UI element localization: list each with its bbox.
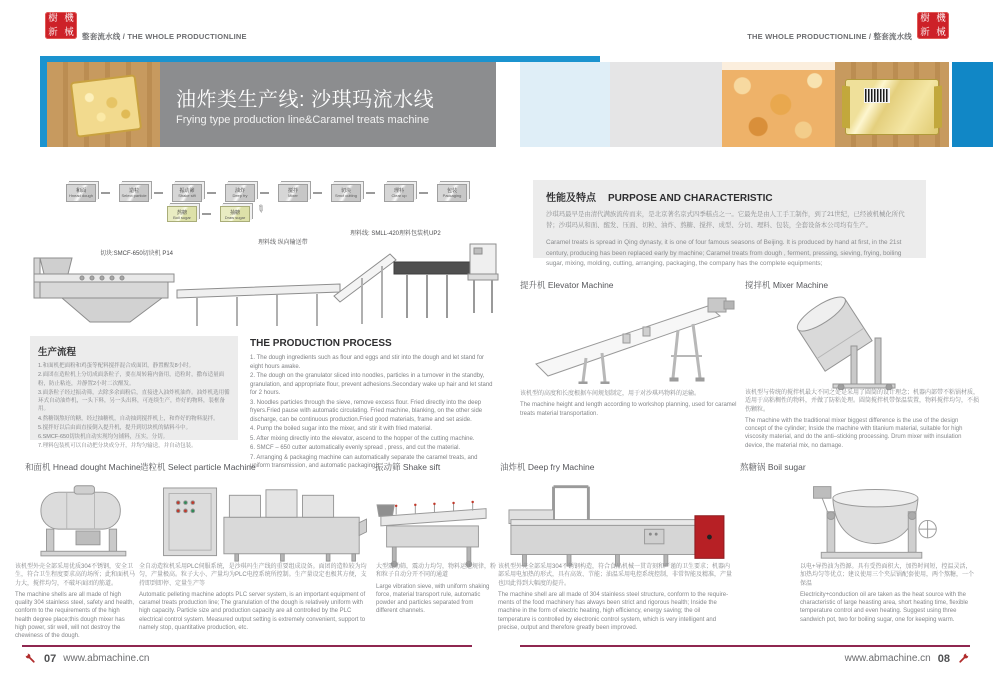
mixer-caption-cn: 该机型与传统的搅拌机最大不同之处是采用了圆筒的设计理念；机器内部带不粘锅材质，适用于高粘稠性的物料，并做了防粘处理。圆筒搅拌机带保温装置，物料搅拌均匀，不损伤颗粒。 [745, 390, 980, 413]
fry-machine-caption [498, 563, 732, 632]
flow-card-en: Packaging [442, 192, 462, 198]
page-subtitle: Frying type production line&Caramel treats machine [176, 114, 430, 126]
seal-char: 新 [920, 26, 930, 38]
flow-card-cn: 搅拌 [287, 187, 298, 194]
flow-dash [313, 192, 322, 194]
footer-rule-right [520, 645, 970, 647]
process-en-box [250, 338, 496, 472]
package-crimp-left [842, 85, 850, 128]
flow-card-cutting [331, 184, 361, 202]
process-cn-list [38, 362, 230, 451]
flow-card-en: Smcf cutting [334, 192, 357, 198]
production-line-diagram [22, 164, 500, 336]
process-en-item: 7. Arranging & packaging machine can automatically separate the caramel treats, and uniform transmission, and automatic packaging. [250, 454, 478, 470]
seal-char: 機 [936, 13, 946, 24]
seal-logo [45, 12, 77, 39]
sugar-caption-en: Electricity+conduction oil are taken as the heat source with the characteristic of large heasting area, short heating time, flexible temperature control and even heating. Suggest using three sandwich pot, two for boiling sugar, one for keeping warm. [800, 591, 969, 623]
seal-char: 新 [48, 26, 58, 38]
website-url-right: www.abmachine.cn [844, 653, 931, 664]
fry-machine-illustration [498, 477, 733, 569]
flow-dash [260, 192, 269, 194]
flow-dash [154, 192, 163, 194]
flow-card-select-particle [119, 184, 149, 202]
wrench-icon [24, 652, 37, 665]
flow-dash [419, 192, 428, 194]
purpose-body-en: Caramel treats is spread in Qing dynasty, it is one of four famous seasons of Beijing. It is produced by hand at first, in the 21st century, producing has been replaced early by machine; Caramel treats from dough , ferment, pressing, sieving, frying, boiling sugar, mixing, molding, cutting, arranging, packaging, the company has the complete equipments; [546, 239, 902, 267]
dough-caption-cn: 该机型外壳全部采用优质304不锈钢，安全卫生，符合卫生程度要求高的场所；此和面机马力大，搅拌均匀，不破坏面团的筋道。 [15, 564, 136, 587]
elevator-illustration [528, 292, 743, 384]
footer-rule-left [22, 645, 472, 647]
banner-title-block [160, 62, 496, 147]
dough-machine-label: 和面机 Hnead dought Machine [25, 462, 141, 472]
flow-dash [202, 213, 211, 215]
seal-char: 機 [64, 13, 74, 24]
banner-lightgray-block [610, 62, 722, 147]
package-crimp-right [934, 85, 942, 128]
flow-dash [207, 192, 216, 194]
sugar-machine-illustration [800, 473, 945, 565]
flow-card-cn: 切块 [340, 187, 351, 194]
fry-caption-en: The machine shell are all made of 304 stainless steel structure, conform to the require-ments of the food machinery has always been strict and rigorous health; Inside the machine in the form of electric heating, high efficiency, energy saving; the oil temperature is controlled by electronic control system, which is very intelligent and precise, output and therefore greatly been improved. [498, 591, 729, 631]
flow-card-hnead-dough [66, 184, 96, 202]
mixer-caption [745, 389, 979, 450]
page-number-left: 07 [44, 652, 57, 665]
elevator-caption [520, 390, 745, 418]
banner-left-stripe [40, 62, 47, 147]
header-right-text: THE WHOLE PRODUCTIONLINE / 整套流水线 [747, 32, 912, 41]
seal-char: 樹 [48, 13, 58, 24]
process-cn-item: 7.理料包装机可以自动把分块成分开，并均匀输送，并自动包装。 [38, 443, 197, 450]
flow-dash [366, 192, 375, 194]
fry-machine-label: 油炸机 Deep fry Machine [500, 462, 595, 472]
flow-card-en: Mixer [288, 192, 298, 198]
banner-photo-closeup [722, 62, 835, 147]
particle-caption-en: Automatic pelleting machine adopts PLC server system, is an important equipment of caramel treats production line; The granulation of the dough is relatively uniform with high capacity. Particle size and production capacity are all controlled by the PLC electrical control system. Measured output setting is extremely convenient, support to namely stop, quantitative production, etc. [139, 591, 366, 631]
process-en-item: 3. Noodles particles through the sieve, remove excess flour. Fried directly into the deep fryers.Fried pause with automatic circulating. Fried machine, blanking, on the other side discharge, can be continuous production.Fried good materials, frame and set aside. [250, 399, 483, 423]
flow-card-cn: 和面 [75, 187, 86, 194]
mixer-label: 搅拌机 Mixer Machine [745, 280, 829, 290]
pencil-icon: ✎ [253, 202, 267, 217]
flow-card-cn: 抽糖 [229, 209, 240, 216]
process-cn-item: 2.面团在造粒机上分切成面条粒子，要在周转箱内备用，造粒时，撒布适量面粉，防止粘连，并静置2小时二次醒发。 [38, 372, 225, 387]
flow-card-en: Draw sugar [224, 214, 246, 220]
page-title: 油炸类生产线: 沙琪玛流水线 [176, 89, 435, 111]
flow-card-packaging [437, 184, 467, 202]
process-en-item: 1. The dough ingredients such as flour and eggs and stir into the dough and let stand for eight hours awake. [250, 355, 485, 370]
sift-machine-label: 振动筛 Shake sift [375, 462, 441, 472]
sugar-machine-label: 熬糖锅 Boil sugar [740, 462, 806, 472]
flow-card-en: Select particle [121, 192, 147, 198]
elevator-label: 提升机 Elevator Machine [520, 280, 614, 290]
banner-blue-block [952, 62, 993, 147]
purpose-title-en: PURPOSE AND CHARACTERISTIC [608, 193, 773, 204]
process-en-item: 2. The dough on the granulator sliced into noodles, particles in a turnover in the standby, granulation, and appropriate flour, prevent adhesions.Secondary wake up hair and let stand for 2 hours. [250, 373, 493, 397]
flow-dash [101, 192, 110, 194]
process-cn-title: 生产流程 [38, 347, 77, 358]
seal-logo [917, 12, 949, 39]
seal-char: 械 [64, 26, 74, 38]
process-en-title: THE PRODUCTION PROCESS [250, 338, 392, 349]
process-cn-item: 3.面条粒子经过振动筛，去除多余面粉后，直接进入油炸机油炸。油炸机选用循环式自动油炸机，一头下料，另一头出料，可连续生产，炸好的物料，装框备用。 [38, 389, 230, 413]
flow-card-deep-fry [225, 184, 255, 202]
seal-char: 樹 [920, 13, 930, 24]
mixer-caption-en: The machine with the traditional mixer biggest difference is the use of the design concept of the cylinder; Inside the machine with titanium material, suitable for high viscosity material, and do the anti–sticking processing. Drum mixer with insulation device, the material mix, no damage. [745, 417, 963, 449]
flow-card-en: Shake sift [178, 192, 196, 198]
purpose-title-cn: 性能及特点 [546, 193, 596, 204]
particle-machine-illustration [150, 477, 370, 573]
website-url-left: www.abmachine.cn [63, 653, 150, 664]
elevator-caption-cn: 该机型的高度和长度根据车间规划制定，用于对沙琪玛物料的运输。 [520, 391, 701, 397]
process-en-item: 4. Pump the boiled sugar into the mixer, and stir it with fried material. [250, 426, 433, 433]
dough-machine-illustration [28, 477, 148, 560]
footer-left [24, 652, 149, 665]
particle-machine-label: 造粒机 Select particle Machine [140, 462, 256, 472]
banner-photo-package [835, 62, 949, 147]
sift-machine-caption [376, 563, 496, 616]
particle-caption-cn: 全自动造粒机采用PLC伺服系统，是沙琪玛生产线的重要组成设备。面团的造粒较为均匀，产量极高。粒子大小、产量均为PLC电控系统所控制。生产量设定也极其方便，支持即到即停、定量生产等 [139, 564, 367, 587]
sugar-caption-cn: 以电+导热油为热源。具有受热面积大，加热时间短，控温灵活，加热均匀等优点；建议使用三个夹层锅配套使用，两个熬糖，一个保温 [800, 564, 975, 587]
diagram-label-packer: 理料线: SMLL-420理料包装机UP2 [350, 231, 441, 237]
dough-machine-caption [15, 563, 137, 640]
flow-card-cn: 理料 [393, 187, 404, 194]
seal-char: 械 [936, 26, 946, 38]
dough-caption-en: The machine shells are all made of high quality 304 stainless steel, safety and health, conform to the requirements of the high health degree place;this dough mixer has high power, stir well, will not destroy the chewiness of the dough. [15, 591, 135, 640]
process-cn-item: 5.搅拌好以后由面直接倒入提升机，提升到切块机的储料斗中。 [38, 424, 192, 431]
purpose-box [533, 180, 926, 267]
flow-card-en: Hnead dough [68, 192, 94, 198]
mixer-illustration [775, 290, 915, 390]
flow-card-cn: 熬糖 [176, 209, 187, 216]
process-en-list [250, 354, 496, 471]
flow-card-en: Deep fry [232, 192, 248, 198]
flow-card-cn: 振动筛 [179, 187, 195, 194]
process-cn-box [30, 336, 238, 450]
particle-machine-caption [139, 563, 372, 632]
package-barcode [864, 88, 890, 103]
footer-right [520, 652, 970, 665]
package-bag [845, 79, 939, 135]
wrench-icon [957, 652, 970, 665]
sift-caption-cn: 大型震动筛，震动力均匀，物料运送规律，粉和粒子自动分开不同的通道 [376, 564, 497, 579]
sift-caption-en: Large vibration sieve, with uniform shaking force, material transport rule, automatic powder and particles separated from different channels. [376, 583, 490, 615]
process-cn-item: 1.和面机把面粉和鸡蛋等配料搅拌混合成面团，静置醒发8小时。 [38, 363, 195, 369]
sugar-machine-caption [800, 563, 976, 624]
flow-card-cn: 油炸 [234, 187, 245, 194]
banner-photo-treat [47, 62, 160, 147]
process-en-item: 5. After mixing directly into the elevator, ascend to the hopper of the cutting machine. [250, 435, 475, 442]
elevator-caption-en: The machine height and length according to workshop planning, used for caramel treats material transportation. [520, 402, 737, 417]
diagram-label-cutter: 切块:SMCF-650切块机 P14 [100, 251, 174, 257]
diagram-label-belt: 理料线 纵向输送带 [258, 240, 308, 246]
process-en-item: 6. SMCF – 650 cutter automatically evenly spread , press, and cut the material. [250, 445, 461, 452]
flow-card-cn: 包装 [446, 187, 457, 194]
header-left-text: 整套流水线 / THE WHOLE PRODUCTIONLINE [82, 32, 247, 41]
banner-lightblue-block [520, 62, 610, 147]
process-cn-item: 6.SMCF-650切块机自动实现均匀铺料，压实，分切。 [38, 434, 169, 440]
sift-machine-illustration [373, 480, 493, 568]
caramel-treat-block [70, 74, 142, 138]
page-number-right: 08 [937, 652, 950, 665]
flow-card-en: Clear up [391, 192, 407, 198]
purpose-body-cn: 沙琪玛最早是由清代满族流传而来，是北京著名京式四季糕点之一。它最先是由人工手工制作，到了21世纪，已经被机械化所代替；沙琪玛从和面、醒发、压面、切粒、油炸、熬糖、搅拌、成型、分切、理料、包装，全套设备本公司均有生产。 [546, 211, 905, 230]
process-cn-item: 4.熬糖锅熬好的糖，经过抽糖机，自动抽到搅拌机上，和炸好的物料混拌。 [38, 415, 219, 422]
flow-card-clear-up [384, 184, 414, 202]
flow-card-mixer [278, 184, 308, 202]
flow-card-cn: 造粒 [128, 187, 139, 194]
fry-caption-cn: 该机型外壳全部采用304不锈钢构造，符合食品机械一贯苛刻和严谨的卫生要求；机器内部采用电加热的形式，具有高效、节能；油温采用电控系统控制，非常智能及精准，产量也因此得到大幅度的提升。 [498, 564, 733, 587]
flow-card-shake-sift [172, 184, 202, 202]
flow-card-en: Boil sugar [173, 214, 191, 220]
